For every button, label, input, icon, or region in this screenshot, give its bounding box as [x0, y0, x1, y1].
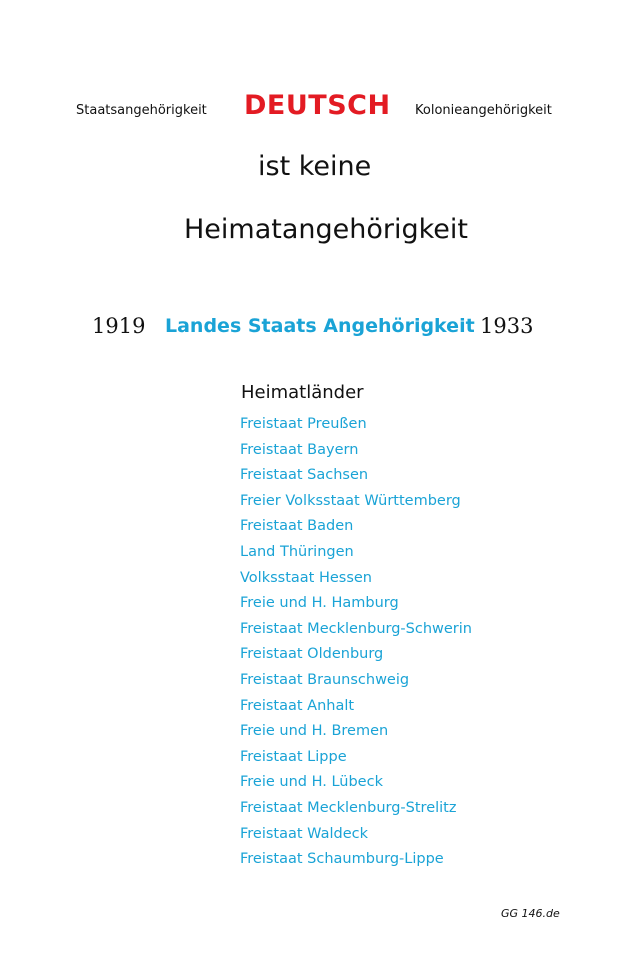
homeland-item: Freistaat Lippe: [240, 748, 347, 765]
homeland-item: Freistaat Preußen: [240, 416, 367, 432]
headline-deutsch: DEUTSCH: [244, 90, 391, 121]
homeland-item: Freistaat Mecklenburg-Schwerin: [240, 620, 472, 637]
end-year: 1933: [480, 314, 534, 338]
homeland-item: Freie und H. Bremen: [240, 723, 389, 740]
homeland-item: Freistaat Sachsen: [240, 467, 369, 484]
homeland-item: Land Thüringen: [240, 543, 354, 560]
homeland-item: Freie und H. Hamburg: [240, 595, 399, 612]
homeland-item: Volksstaat Hessen: [240, 569, 372, 586]
statement-line-2: Heimatangehörigkeit: [184, 214, 469, 245]
homeland-item: Freier Volksstaat Württemberg: [240, 492, 461, 509]
period-title: Landes Staats Angehörigkeit: [165, 315, 475, 337]
source-credit: GG 146.de: [501, 907, 560, 920]
statement-line-1: ist keine: [258, 151, 372, 182]
homeland-item: Freistaat Mecklenburg-Strelitz: [240, 799, 457, 816]
homeland-item: Freistaat Braunschweig: [240, 671, 410, 688]
homelands-heading: Heimatländer: [241, 382, 364, 403]
homeland-item: Freistaat Bayern: [240, 441, 359, 458]
homelands-list: [240, 413, 472, 874]
label-kolonieangehoerigkeit: Kolonieangehörigkeit: [415, 103, 552, 118]
homeland-item: Freistaat Schaumburg-Lippe: [240, 851, 444, 868]
homeland-item: Freistaat Oldenburg: [240, 646, 384, 663]
homeland-item: Freie und H. Lübeck: [240, 774, 383, 791]
start-year: 1919: [92, 314, 146, 338]
homeland-item: Freistaat Anhalt: [240, 697, 355, 714]
homeland-item: Freistaat Waldeck: [240, 825, 369, 842]
homeland-item: Freistaat Baden: [240, 518, 354, 535]
label-staatsangehoerigkeit: Staatsangehörigkeit: [76, 103, 207, 118]
